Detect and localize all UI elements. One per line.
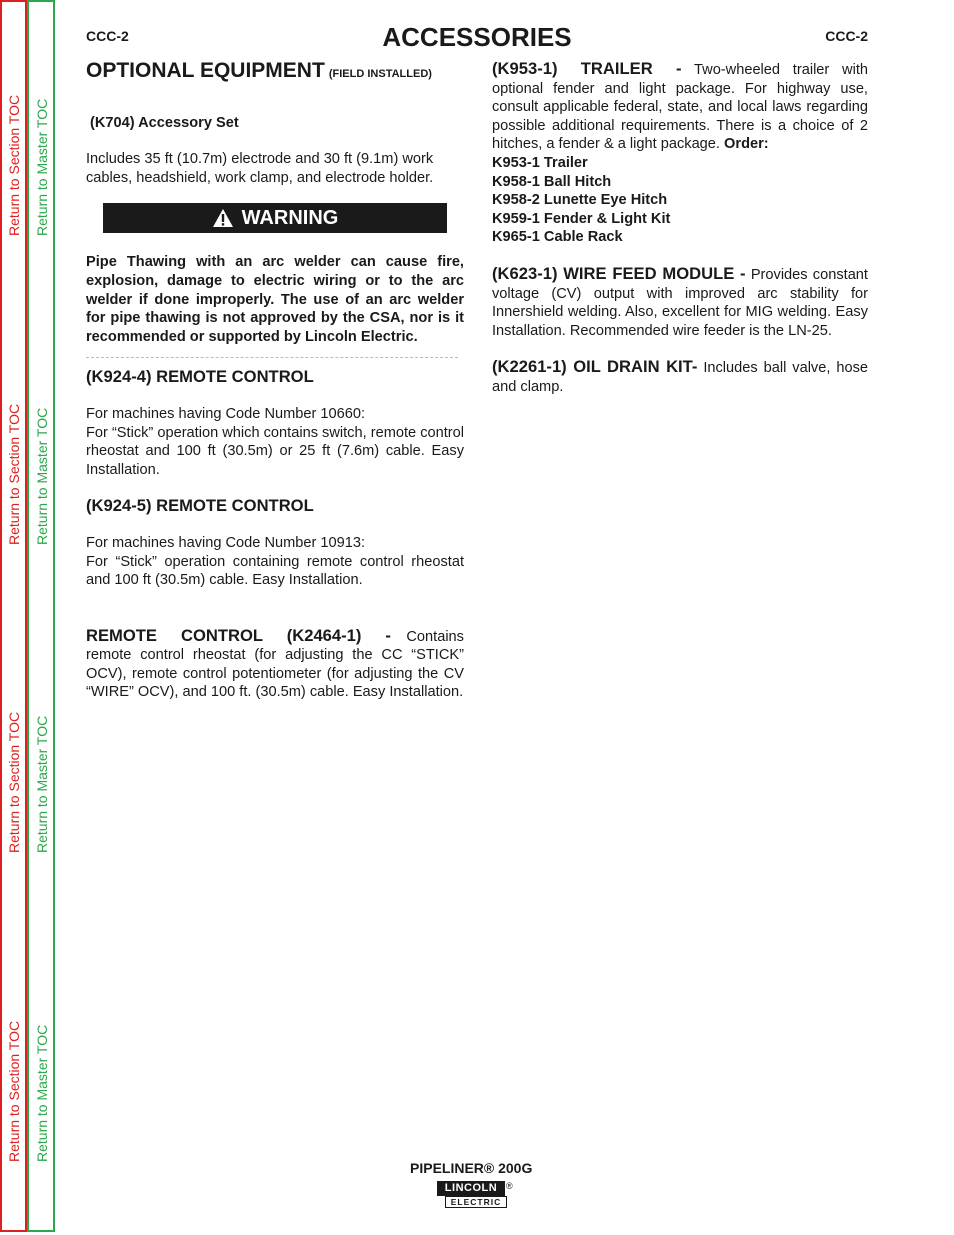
return-section-toc-link-2[interactable]: Return to Section TOC <box>6 403 22 545</box>
order-item: K959-1 Fender & Light Kit <box>492 210 671 227</box>
page-title: ACCESSORIES <box>382 22 572 52</box>
k2261-text: Includes ball valve, hose and clamp. <box>492 360 868 395</box>
order-item: K965-1 Cable Rack <box>492 229 623 246</box>
k924-5-text: For “Stick” operation containing remote control rheostat and 100 ft (30.5m) cable. Easy Installation. <box>86 553 464 589</box>
k623-text: Provides constant voltage (CV) output with improved arc stability for Innershield welding. Also, excellent for MIG welding. Easy Installation. Recommended wire feeder is the LN-25. <box>492 266 868 339</box>
order-item: K953-1 Trailer <box>492 154 588 171</box>
return-master-toc-link-2[interactable]: Return to Master TOC <box>34 407 50 545</box>
right-column <box>492 60 868 397</box>
k953-text: Two-wheeled trailer with optional fender and light package. For highway use, consult applicable federal, state, and local laws regarding possible additional requirements. There is a choice of 2 hitches, a fender & a light package. <box>492 62 868 153</box>
k2464-text: Contains remote control rheostat (for adjusting the CC “STICK” OCV), remote control potentiometer (for adjusting the CV “WIRE” OCV), and 100 ft. (30.5m) cable. Easy Installation. <box>86 628 464 701</box>
k704-title: (K704) Accessory Set <box>90 114 239 131</box>
k623-title: (K623-1) WIRE FEED MODULE - <box>492 263 746 283</box>
k953-title: (K953-1) TRAILER - <box>492 59 682 78</box>
lincoln-electric-logo <box>437 1181 513 1206</box>
order-item: K958-2 Lunette Eye Hitch <box>492 192 668 209</box>
k623-paragraph <box>492 265 868 340</box>
k2464-paragraph <box>86 627 464 702</box>
return-master-toc-link-4[interactable]: Return to Master TOC <box>34 1024 50 1162</box>
return-section-toc-link-1[interactable]: Return to Section TOC <box>6 94 22 236</box>
left-column <box>86 60 464 702</box>
warning-label: WARNING <box>241 207 339 230</box>
k704-text: Includes 35 ft (10.7m) electrode and 30 ft (9.1m) work cables, headshield, work clamp, and electrode holder. <box>86 151 434 186</box>
section-heading: OPTIONAL EQUIPMENT <box>86 59 325 82</box>
return-master-toc-link-3[interactable]: Return to Master TOC <box>34 715 50 853</box>
section-divider <box>86 357 458 358</box>
logo-bottom-text: ELECTRIC <box>445 1196 507 1208</box>
page-code-right: CCC-2 <box>825 28 868 44</box>
return-section-toc-link-3[interactable]: Return to Section TOC <box>6 711 22 853</box>
k953-paragraph <box>492 60 868 154</box>
return-section-toc-link-4[interactable]: Return to Section TOC <box>6 1020 22 1162</box>
return-master-toc-link-1[interactable]: Return to Master TOC <box>34 98 50 236</box>
k924-4-title: (K924-4) REMOTE CONTROL <box>86 367 314 387</box>
page-code-left: CCC-2 <box>86 28 129 44</box>
warning-triangle-icon <box>212 208 234 228</box>
logo-registered-mark: ® <box>506 1181 513 1191</box>
k924-5-code-line: For machines having Code Number 10913: <box>86 534 366 551</box>
k2464-title: REMOTE CONTROL (K2464-1) - <box>86 625 391 645</box>
k924-5-title: (K924-5) REMOTE CONTROL <box>86 496 314 516</box>
order-label: Order: <box>724 136 769 153</box>
k2261-paragraph <box>492 358 868 396</box>
k2261-title: (K2261-1) OIL DRAIN KIT- <box>492 357 698 377</box>
logo-top-text: LINCOLN <box>437 1181 505 1196</box>
warning-text: Pipe Thawing with an arc welder can cause fire, explosion, damage to electric wiring or to the arc welder if done improperly. The use of an arc welder for pipe thawing is not approved by the CSA, nor is it recommended or supported by Lincoln Electric. <box>86 254 464 345</box>
order-list <box>492 154 868 247</box>
warning-banner <box>103 203 447 233</box>
order-item: K958-1 Ball Hitch <box>492 173 612 190</box>
product-model: PIPELINER® 200G <box>410 1160 533 1176</box>
k924-4-code-line: For machines having Code Number 10660: <box>86 405 366 422</box>
k924-4-text: For “Stick” operation which contains switch, remote control rheostat and 100 ft (30.5m) or 25 ft (7.6m) cable. Easy Installation. <box>86 424 464 478</box>
section-heading-note: (FIELD INSTALLED) <box>328 68 432 80</box>
